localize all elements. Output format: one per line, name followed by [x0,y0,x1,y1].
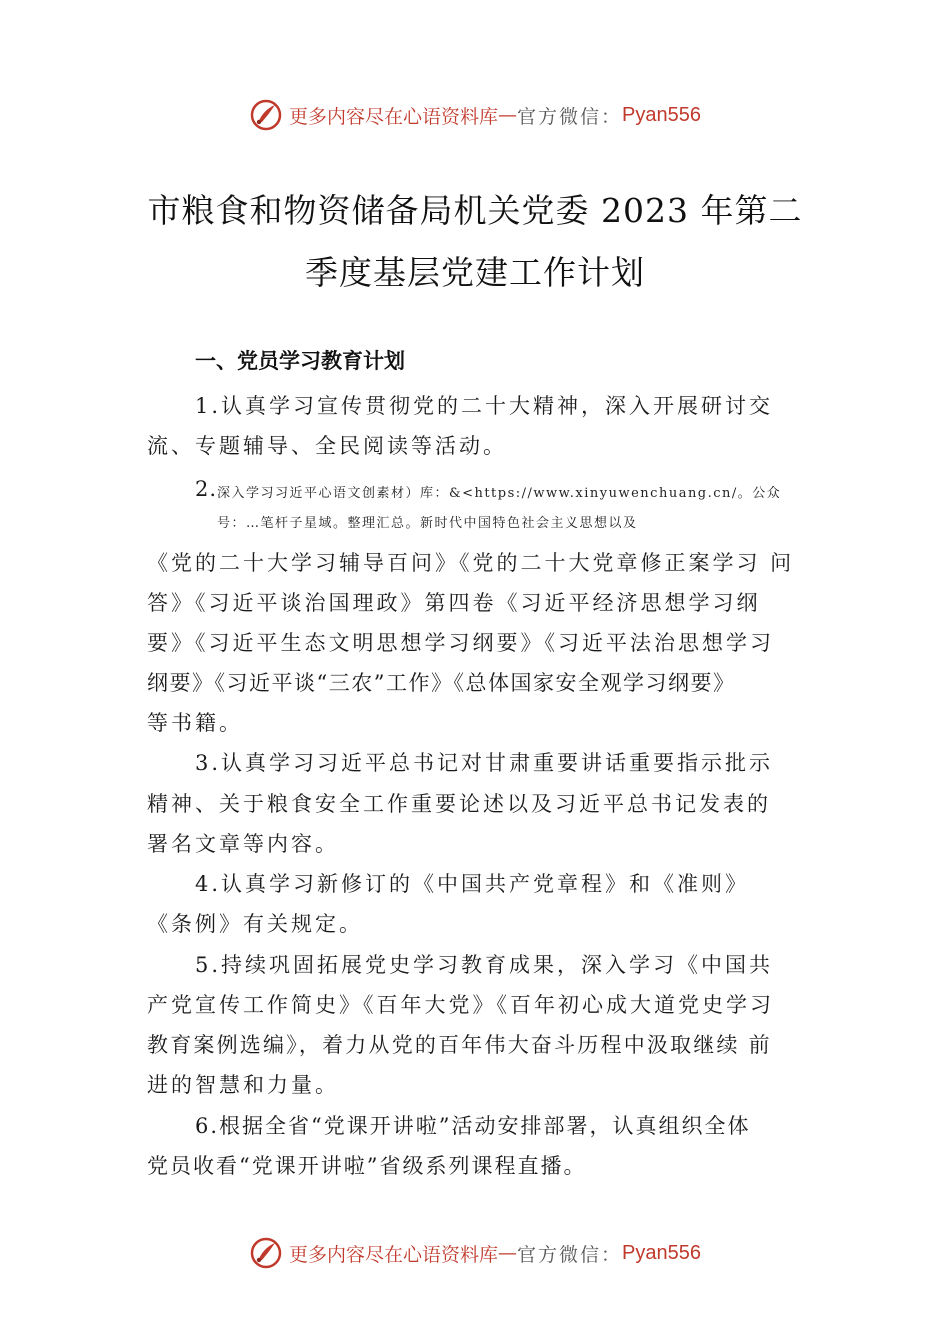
item2-line-3: 《党的二十大学习辅导百问》《党的二十大党章修正案学习 问 [147,551,795,575]
item2-line-6: 纲要》《习近平谈“三农”工作》《总体国家安全观学习纲要》 [147,671,736,695]
header-banner [0,95,950,135]
item3-line-2: 精神、关于粮食安全工作重要论述以及习近平总书记发表的 [147,792,771,816]
banner-dash: — [498,104,518,126]
item5-line-2: 产党宣传工作简史》《百年大党》《百年初心成大道党史学习 [147,993,774,1017]
banner-wechat-id: Pyan556 [622,103,701,126]
item6-line-1: 6.根据全省“党课开讲啦”活动安排部署，认真组织全体 [195,1114,751,1138]
item2-line-5: 要》《习近平生态文明思想学习纲要》《习近平法治思想学习 [147,631,774,655]
banner-dash: — [498,1242,518,1264]
item4-line-2: 《条例》有关规定。 [147,912,363,936]
item2-line-4: 答》《习近平谈治国理政》第四卷《习近平经济思想学习纲 [147,591,761,615]
item3-line-1: 3.认真学习习近平总书记对甘肃重要讲话重要指示批示 [195,751,774,775]
item5-line-1: 5.持续巩固拓展党史学习教育成果，深入学习《中国共 [195,953,774,977]
banner-brand-text: 更多内容尽在心语资料库 [289,105,499,128]
item5-line-3: 教育案例选编》，着力从党的百年伟大奋斗历程中汲取继续 前 [147,1033,772,1057]
footer-banner [0,1233,950,1273]
item2-small-line-2: 号：…笔杆子星域。整理汇总。新时代中国特色社会主义思想以及 [217,516,638,531]
banner-wechat-id: Pyan556 [622,1241,701,1264]
item3-line-3: 署名文章等内容。 [147,832,339,856]
doc-title-line-1: 市粮食和物资储备局机关党委 2023 年第二 [147,191,803,230]
banner-wechat-label: 官方微信： [517,105,623,128]
brush-logo-icon [249,98,283,132]
doc-title-line-2: 季度基层党建工作计划 [305,253,645,292]
item5-line-4: 进的智慧和力量。 [147,1073,339,1097]
banner-wechat-label: 官方微信： [517,1243,623,1266]
item1-line-2: 流、专题辅导、全民阅读等活动。 [147,434,507,458]
banner-brand-text: 更多内容尽在心语资料库 [289,1243,499,1266]
item2-number: 2. [195,477,218,501]
item1-line-1: 1.认真学习宣传贯彻党的二十大精神，深入开展研讨交 [195,394,774,418]
section-heading: 一、党员学习教育计划 [195,349,405,373]
item4-line-1: 4.认真学习新修订的《中国共产党章程》和《准则》 [195,872,750,896]
item6-line-2: 党员收看“党课开讲啦”省级系列课程直播。 [147,1154,587,1178]
item2-line-7: 等书籍。 [147,711,243,735]
item2-small-line-1: 深入学习习近平心语文创素材）库：&<https://www.xinyuwenchuang.cn/。公众 [217,486,782,501]
brush-logo-icon [249,1236,283,1270]
